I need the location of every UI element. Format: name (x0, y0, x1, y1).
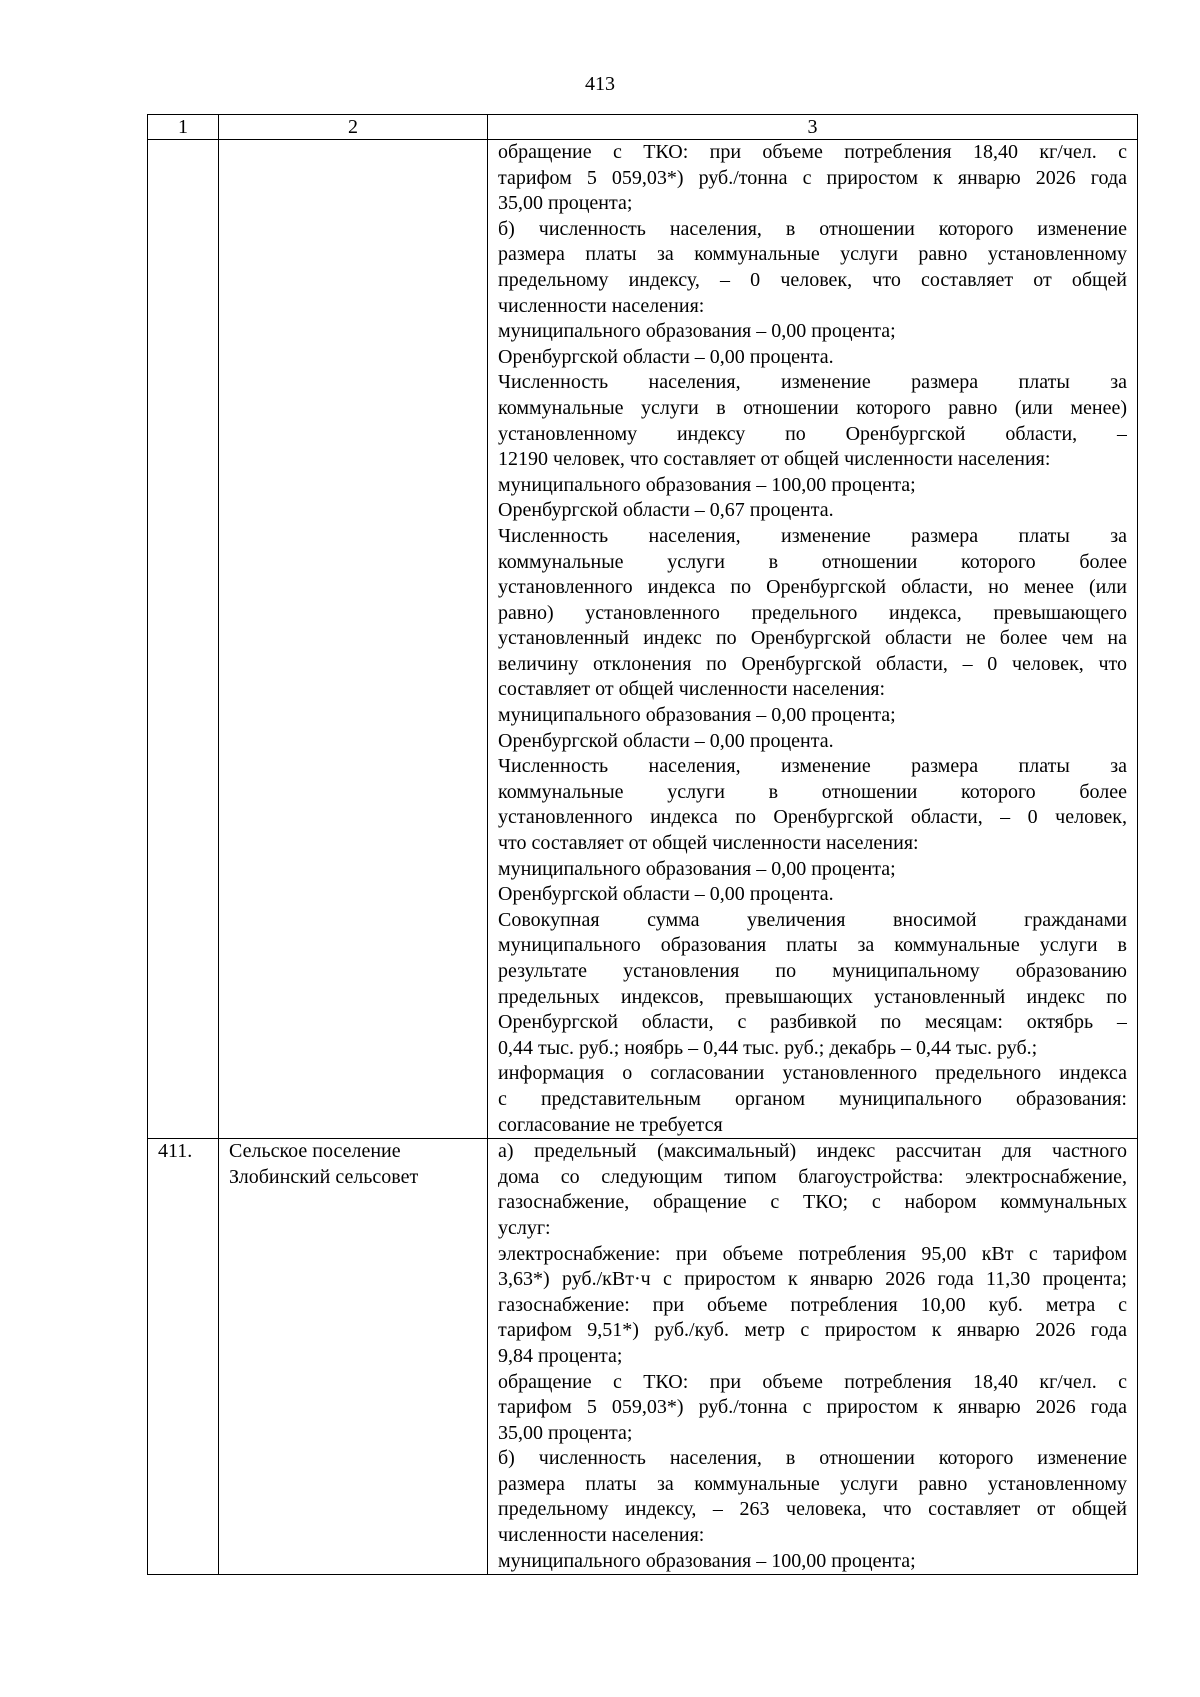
description-line: коммунальные услуги в отношении которого равно (или менее) (498, 396, 1127, 419)
description-line: предельному индексу, – 263 человека, что составляет от общей (498, 1498, 1127, 1521)
description-line: Численность населения, изменение размера платы за (498, 755, 1127, 778)
description-line: установленного индекса по Оренбургской области, – 0 человек, (498, 806, 1127, 829)
municipality-name-line: Злобинский сельсовет (229, 1165, 419, 1188)
row-description (488, 1139, 1138, 1575)
header-col-3: 3 (488, 115, 1138, 140)
description-line: тарифом 5 059,03*) руб./тонна с приростом к январю 2026 года (498, 1396, 1127, 1419)
description-line: предельных индексов, превышающих установленный индекс по (498, 985, 1127, 1008)
description-line: 3,63*) руб./кВт·ч с приростом к январю 2026 года 11,30 процента; (498, 1268, 1127, 1291)
description-line: Оренбургской области – 0,67 процента. (498, 499, 834, 522)
description-line: Оренбургской области, с разбивкой по месяцам: октябрь – (498, 1011, 1127, 1034)
description-line: б) численность населения, в отношении которого изменение (498, 1447, 1127, 1470)
description-line: Оренбургской области – 0,00 процента. (498, 345, 834, 368)
description-line: 35,00 процента; (498, 1421, 633, 1444)
description-line: информация о согласовании установленного предельного индекса (498, 1062, 1127, 1085)
description-line: результате установления по муниципальному образованию (498, 960, 1127, 982)
table-body (148, 140, 1138, 1575)
header-col-1: 1 (148, 115, 219, 140)
description-line: муниципального образования – 100,00 процента; (498, 1549, 916, 1572)
description-line: 0,44 тыс. руб.; ноябрь – 0,44 тыс. руб.; декабрь – 0,44 тыс. руб.; (498, 1036, 1038, 1059)
description-line: муниципального образования – 0,00 процента; (498, 320, 896, 343)
municipality-name (219, 140, 488, 1139)
description-line: газоснабжение, обращение с ТКО; с набором коммунальных (498, 1191, 1127, 1214)
description-line: дома со следующим типом благоустройства: электроснабжение, (498, 1165, 1127, 1188)
description-line: коммунальные услуги в отношении которого более (498, 780, 1127, 803)
description-line: Оренбургской области – 0,00 процента. (498, 883, 834, 906)
table-row (148, 140, 1138, 1139)
description-line: обращение с ТКО: при объеме потребления 18,40 кг/чел. с (498, 1370, 1127, 1393)
description-line: Численность населения, изменение размера платы за (498, 371, 1127, 394)
row-description (488, 140, 1138, 1139)
description-line: Численность населения, изменение размера платы за (498, 524, 1127, 547)
description-line: газоснабжение: при объеме потребления 10,00 куб. метра с (498, 1293, 1127, 1316)
description-line: б) численность населения, в отношении которого изменение (498, 217, 1127, 240)
description-line: 35,00 процента; (498, 192, 633, 215)
description-line: муниципального образования – 0,00 процента; (498, 704, 896, 727)
description-line: услуг: (498, 1216, 551, 1239)
description-line: а) предельный (максимальный) индекс рассчитан для частного (498, 1140, 1127, 1163)
description-line: согласование не требуется (498, 1113, 723, 1136)
description-line: Совокупная сумма увеличения вносимой гражданами (498, 908, 1127, 931)
description-line: размера платы за коммунальные услуги равно установленному (498, 1472, 1127, 1495)
description-line: 9,84 процента; (498, 1344, 623, 1367)
description-line: установленный индекс по Оренбургской области не более чем на (498, 627, 1127, 650)
description-line: численности населения: (498, 1524, 705, 1547)
row-number: 411. (148, 1139, 219, 1575)
description-line: тарифом 5 059,03*) руб./тонна с приростом к январю 2026 года (498, 166, 1127, 189)
description-line: муниципального образования – 0,00 процента; (498, 857, 896, 880)
description-line: величину отклонения по Оренбургской области, – 0 человек, что (498, 652, 1127, 675)
description-line: обращение с ТКО: при объеме потребления 18,40 кг/чел. с (498, 141, 1127, 163)
row-number (148, 140, 219, 1139)
description-line: установленного индекса по Оренбургской области, но менее (или (498, 576, 1127, 599)
description-line: размера платы за коммунальные услуги равно установленному (498, 243, 1127, 266)
description-line: тарифом 9,51*) руб./куб. метр с приростом к январю 2026 года (498, 1319, 1127, 1342)
description-line: численности населения: (498, 294, 705, 317)
table-row (148, 1139, 1138, 1575)
description-line: 12190 человек, что составляет от общей численности населения: (498, 448, 1051, 471)
description-line: составляет от общей численности населения: (498, 678, 886, 701)
municipality-name (219, 1139, 488, 1575)
description-line: равно) установленного предельного индекса, превышающего (498, 601, 1127, 624)
description-line: что составляет от общей численности населения: (498, 832, 919, 855)
description-line: установленному индексу по Оренбургской области, – (498, 422, 1127, 445)
table-header-row (148, 115, 1138, 140)
description-line: с представительным органом муниципального образования: (498, 1087, 1127, 1110)
description-line: электроснабжение: при объеме потребления 95,00 кВт с тарифом (498, 1242, 1127, 1265)
municipality-name-line: Сельское поселение (229, 1140, 401, 1163)
document-table (147, 114, 1138, 1575)
description-line: коммунальные услуги в отношении которого более (498, 550, 1127, 573)
description-line: муниципального образования платы за коммунальные услуги в (498, 934, 1127, 957)
description-line: Оренбургской области – 0,00 процента. (498, 729, 834, 752)
description-line: муниципального образования – 100,00 процента; (498, 473, 916, 496)
header-col-2: 2 (219, 115, 488, 140)
page-number: 413 (585, 73, 615, 95)
description-line: предельному индексу, – 0 человек, что составляет от общей (498, 268, 1127, 291)
